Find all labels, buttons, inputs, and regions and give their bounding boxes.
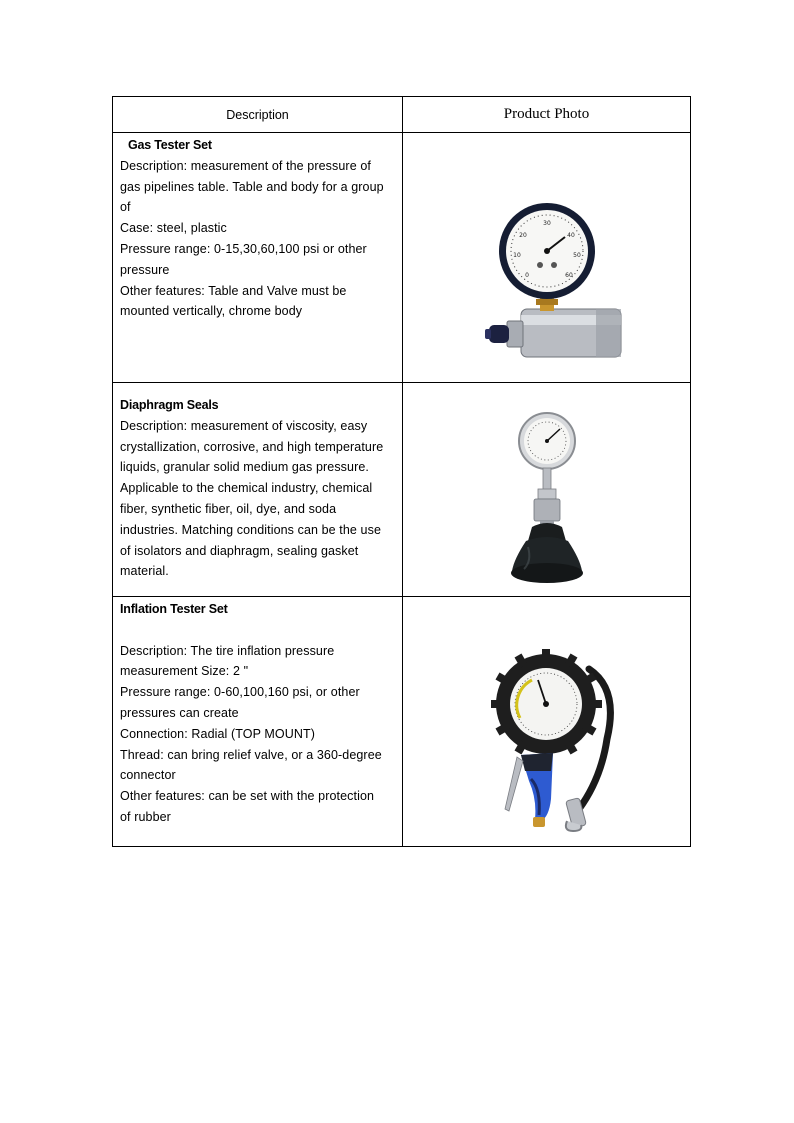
product-title: Gas Tester Set [128, 138, 212, 152]
gauge-number: 0 [525, 272, 529, 279]
diaphragm-seal-photo [502, 411, 592, 591]
gauge-number: 20 [519, 232, 527, 239]
description-cell [113, 597, 403, 847]
table-header-row [113, 97, 691, 133]
description-line: connector [120, 768, 176, 783]
description-line: liquids, granular solid medium gas pressure. [120, 460, 369, 475]
description-line: material. [120, 564, 169, 579]
product-table [112, 96, 691, 847]
description-line: Pressure range: 0-60,100,160 psi, or other [120, 685, 360, 700]
gauge-number: 30 [543, 220, 551, 227]
product-photo-cell [403, 133, 691, 383]
description-line [120, 620, 395, 641]
gauge-number: 40 [567, 232, 575, 239]
product-photo-cell [403, 383, 691, 597]
product-photo-header: Product Photo [403, 97, 691, 133]
description-line: of [120, 200, 131, 215]
description-line: Description: measurement of the pressure of [120, 158, 371, 173]
description-line: mounted vertically, chrome body [120, 304, 303, 319]
description-cell [113, 133, 403, 383]
description-line: Description: The tire inflation pressure [120, 643, 335, 658]
description-line: Thread: can bring relief valve, or a 360-degree [120, 747, 382, 762]
description-line: industries. Matching conditions can be the use [120, 522, 382, 537]
gauge-number: 50 [573, 252, 581, 259]
table-row [113, 597, 691, 847]
description-line: Description: measurement of viscosity, easy [120, 418, 368, 433]
product-title: Diaphragm Seals [120, 398, 219, 412]
description-line: Other features: Table and Valve must be [120, 283, 347, 298]
gas-tester-photo [461, 191, 631, 381]
description-line: of isolators and diaphragm, sealing gasket [120, 543, 359, 558]
description-line: gas pipelines table. Table and body for a group [120, 179, 384, 194]
table-row [113, 133, 691, 383]
description-cell [113, 383, 403, 597]
description-line: pressures can create [120, 705, 239, 720]
description-line: crystallization, corrosive, and high temperature [120, 439, 384, 454]
description-line: fiber, synthetic fiber, oil, dye, and soda [120, 501, 337, 516]
description-line: Connection: Radial (TOP MOUNT) [120, 726, 315, 741]
description-line: measurement Size: 2 " [120, 664, 249, 679]
product-title: Inflation Tester Set [120, 602, 228, 616]
description-header: Description [113, 97, 403, 133]
description-line: Applicable to the chemical industry, chemical [120, 481, 373, 496]
description-line: of rubber [120, 809, 171, 824]
description-line: Other features: can be set with the protection [120, 789, 375, 804]
inflation-tester-photo [491, 649, 621, 839]
table-row [113, 383, 691, 597]
description-line: Case: steel, plastic [120, 221, 227, 236]
gauge-number: 60 [565, 272, 573, 279]
gauge-number: 10 [513, 252, 521, 259]
product-photo-cell [403, 597, 691, 847]
description-line: pressure [120, 262, 170, 277]
description-line: Pressure range: 0-15,30,60,100 psi or other [120, 241, 367, 256]
